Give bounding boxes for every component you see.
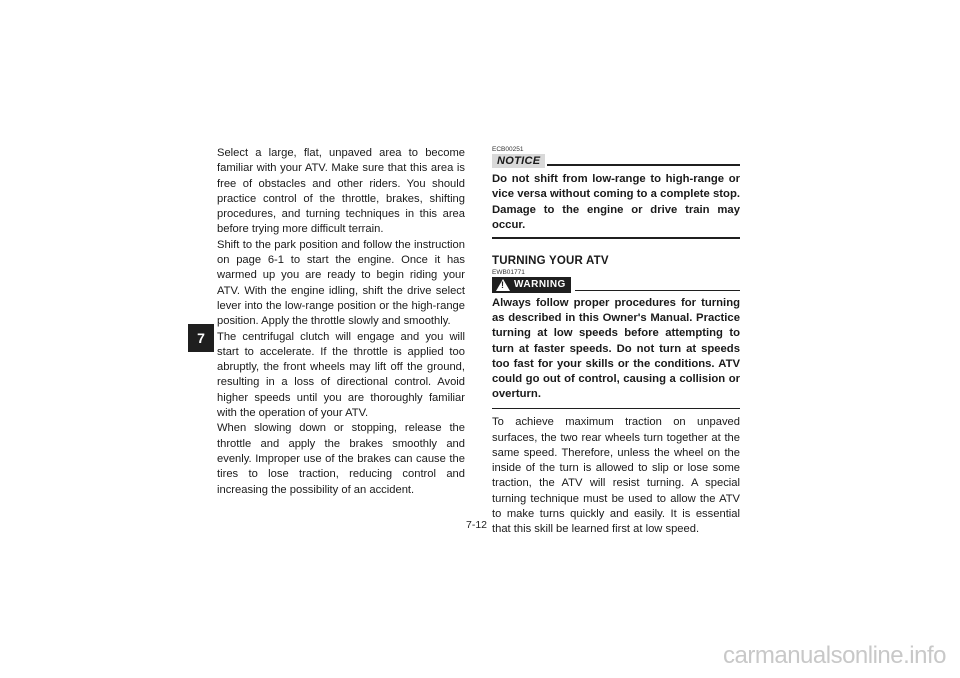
paragraph-turning-technique: To achieve maximum traction on unpaved surfaces, the two rear wheels turn together at the same speed. Therefore, unless the wheel on the inside of the turn is allowed to slip or lose some traction, the ATV will resist turning. A special turning technique must be used to allow the ATV to make turns quickly and easily. It is essential that this skill be learned first at low speed. (492, 416, 740, 536)
watermark: carmanualsonline.info (723, 642, 946, 669)
left-column (217, 146, 465, 498)
warning-bottom-rule (492, 408, 740, 410)
paragraph-start-riding: Shift to the park position and follow the instruction on page 6-1 to start the engine. Once it has warmed up you are ready to begin riding your ATV. With the engine idling, shift the drive select lever into the low-range position or the high-range position. Apply the throttle slowly and smoothly. (217, 238, 465, 328)
notice-rule (547, 164, 740, 166)
notice-label: NOTICE (492, 154, 545, 168)
warning-rule (575, 290, 740, 292)
paragraph-slowing-down: When slowing down or stopping, release the throttle and apply the brakes smoothly and evenly. Improper use of the brakes can cause the tires to lose traction, reducing control and increasing the possibility of an accident. (217, 422, 465, 496)
notice-bottom-rule (492, 237, 740, 239)
warning-label: WARNING (514, 279, 566, 291)
page-number: 7-12 (466, 519, 488, 531)
notice-header (492, 154, 740, 168)
section-heading: TURNING YOUR ATV (492, 254, 609, 267)
chapter-tab: 7 (188, 324, 214, 352)
warning-text: Always follow proper procedures for turning as described in this Owner's Manual. Practice turning at low speeds before attempting to turn at faster speeds. Do not turn at speeds too fast for your skills or the conditions. ATV could go out of control, causing a collision or overturn. (492, 296, 740, 401)
notice-code: ECB00251 (492, 146, 524, 153)
paragraph-clutch: The centrifugal clutch will engage and you will start to accelerate. If the throttle is applied too abruptly, the front wheels may lift off the ground, resulting in a loss of directional control. Avoid higher speeds until you are thoroughly familiar with the operation of your ATV. (217, 330, 465, 420)
warning-badge (492, 277, 571, 293)
turning-section (492, 415, 740, 537)
paragraph-practice-area: Select a large, flat, unpaved area to become familiar with your ATV. Make sure that this area is free of obstacles and other riders. You should practice control of the throttle, brakes, shifting procedures, and turning techniques in this area before trying more difficult terrain. (217, 147, 465, 236)
notice-text: Do not shift from low-range to high-range or vice versa without coming to a complete stop. Damage to the engine or drive train may occur. (492, 173, 740, 231)
warning-triangle-icon: ! (496, 279, 510, 291)
warning-code: EWB01771 (492, 268, 525, 276)
right-column (492, 146, 740, 538)
warning-header (492, 277, 740, 293)
